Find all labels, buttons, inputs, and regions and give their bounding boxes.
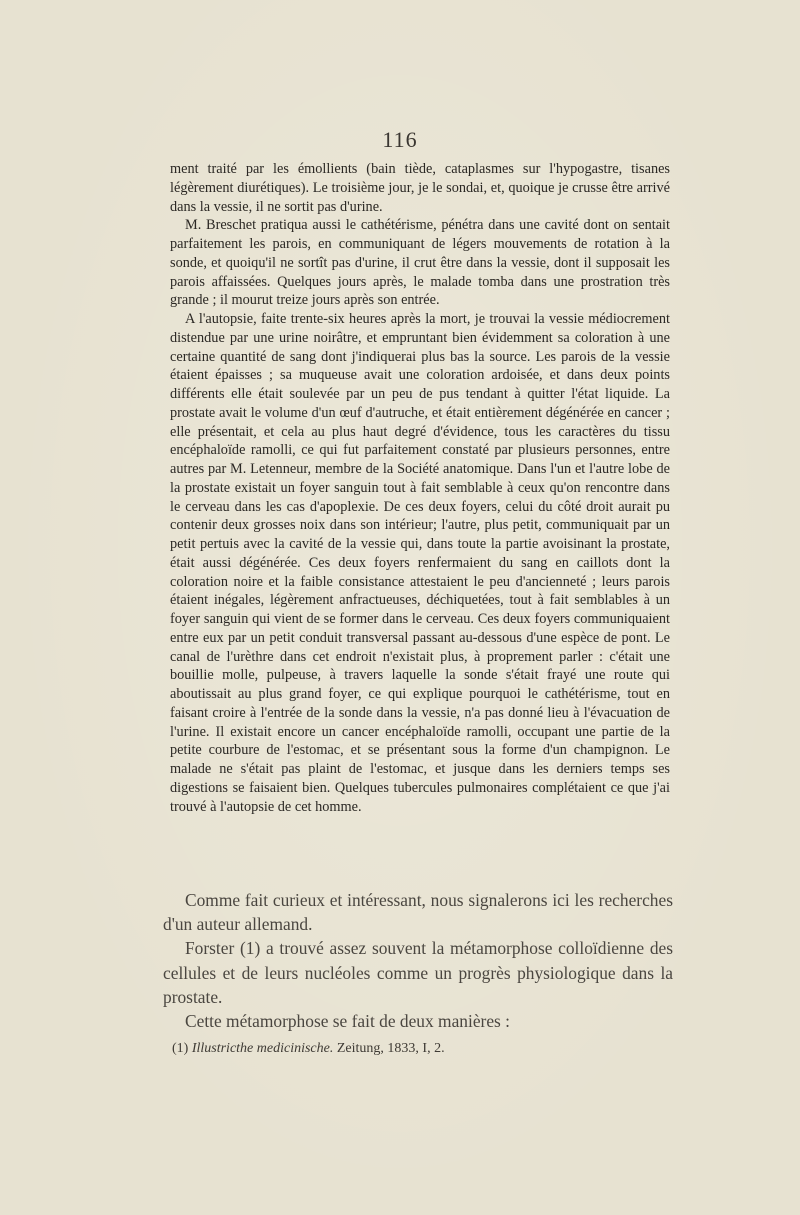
- paragraph-forster: Forster (1) a trouvé assez souvent la métamorphose colloïdienne des cellules et de leurs nucléoles comme un progrès physiologique dans la prostate.: [163, 938, 673, 1007]
- footnote: [172, 1040, 672, 1058]
- paragraph-metamorphose: Cette métamorphose se fait de deux manières :: [185, 1011, 510, 1032]
- paragraph-breschet: M. Breschet pratiqua aussi le cathétérisme, pénétra dans une cavité dont on sentait parfaitement les parois, en communiquant de légers mouvements de rotation à la sonde, et quoiqu'il ne sortît pas d'urine, il crut être dans la vessie, dont il supposait les parois affaissées. Quelques jours après, le malade tomba dans une prostration très grande ; il mourut treize jours après son entrée.: [170, 217, 670, 309]
- paragraph-autopsie: A l'autopsie, faite trente-six heures après la mort, je trouvai la vessie médiocrement distendue par une urine noirâtre, et empruntant bien évidemment sa coloration à une certaine quantité de sang dont j'indiquerai plus bas la source. Les parois de la vessie étaient épaisses ; sa muqueuse avait une coloration ardoisée, et dans deux points différents elle était soulevée par un peu de pus tendant à quitter l'état liquide. La prostate avait le volume d'un œuf d'autruche, et était entièrement dégénérée en cancer ; elle présentait, et cela au plus haut degré d'évidence, tous les caractères du tissu encéphaloïde ramolli, ce qui fut parfaitement constaté par plusieurs personnes, entre autres par M. Letenneur, membre de la Société anatomique. Dans l'un et l'autre lobe de la prostate existait un foyer sanguin tout à fait semblable à ceux qu'on rencontre dans le cerveau dans les cas d'apoplexie. De ces deux foyers, celui du côté droit aurait pu contenir deux grosses noix dans son intérieur; l'autre, plus petit, communiquait par un petit pertuis avec la cavité de la vessie qui, dans toute la partie avoisinant la prostate, était aussi dégénérée. Ces deux foyers renfermaient du sang en caillots dont la coloration noire et la faible consistance attestaient le peu d'ancienneté ; leurs parois étaient inégales, légèrement anfractueuses, déchiquetées, tout à fait semblables à un foyer sanguin qui vient de se former dans le cerveau. Ces deux foyers communiquaient entre eux par un petit conduit transversal passant au-dessous d'une espèce de pont. Le canal de l'urèthre dans cet endroit n'existait plus, à proprement parler : c'était une bouillie molle, pulpeuse, à travers laquelle la sonde s'était frayé une route qui aboutissait au plus grand foyer, ce qui explique pourquoi le cathétérisme, tout en faisant croire à l'entrée de la sonde dans la vessie, n'a pas donné lieu à l'évacuation de l'urine. Il existait encore un cancer encéphaloïde ramolli, occupant une partie de la petite courbure de l'estomac, et se présentant sous la forme d'un champignon. Le malade ne s'était pas plaint de l'estomac, et jusque dans les derniers temps ses digestions se faisaient bien. Quelques tubercules pulmonaires complétaient ce que j'ai trouvé à l'autopsie de cet homme.: [170, 311, 670, 815]
- large-text: [163, 888, 673, 1033]
- paragraph-comme-fait: Comme fait curieux et intéressant, nous signalerons ici les recherches d'un auteur allemand.: [163, 890, 673, 935]
- footnote-citation: Zeitung, 1833, I, 2.: [336, 1041, 445, 1056]
- page-number: 116: [382, 127, 418, 152]
- footnote-title: Illustricthe medicinische.: [191, 1041, 334, 1056]
- body-text: [170, 160, 670, 816]
- footnote-marker: (1): [172, 1041, 189, 1056]
- paragraph-continuation: ment traité par les émollients (bain tiède, cataplasmes sur l'hypogastre, tisanes légèrement diurétiques). Le troisième jour, je le sondai, et, quoique je crusse être arrivé dans la vessie, il ne sortit pas d'urine.: [170, 161, 670, 215]
